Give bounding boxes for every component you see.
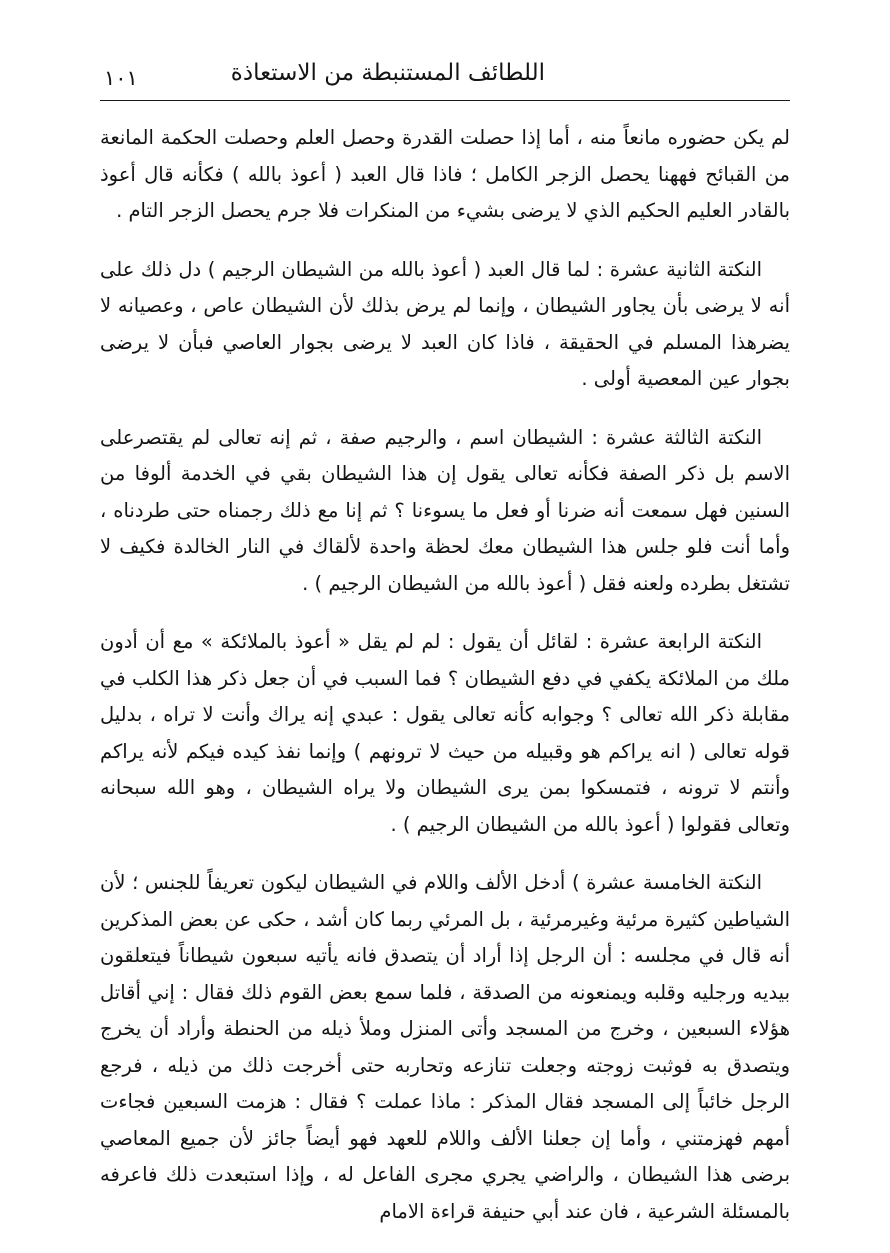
page-header (100, 58, 790, 94)
paragraph: النكتة الخامسة عشرة ) أدخل الألف واللام في الشيطان ليكون تعريفاً للجنس ؛ لأن الشياطين كثيرة مرئية وغيرمرئية ، بل المرئي ربما كان أشد ، حكى عن بعض المذكرين أنه قال في مجلسه : أن الرجل إذا أراد أن يتصدق فانه يأتيه سبعون شيطاناً فيتعلقون بيديه ورجليه وقلبه ويمنعونه من الصدقة ، فلما سمع بعض القوم ذلك فقال : إني أقاتل هؤلاء السبعين ، وخرج من المسجد وأتى المنزل وملأ ذيله من الحنطة وأراد أن يخرج ويتصدق به فوثبت زوجته وجعلت تنازعه وتحاربه حتى أخرجت ذلك من ذيله ، فرجع الرجل خائباً إلى المسجد فقال المذكر : ماذا عملت ؟ فقال : هزمت السبعين فجاءت أمهم فهزمتني ، وأما إن جعلنا الألف واللام للعهد فهو أيضاً جائز لأن جميع المعاصي برضى هذا الشيطان ، والراضي يجري مجرى الفاعل له ، وإذا استبعدت ذلك فاعرفه بالمسئلة الشرعية ، فان عند أبي حنيفة قراءة الامام (100, 871, 790, 1223)
header-rule (100, 100, 790, 101)
running-title: اللطائف المستنبطة من الاستعاذة (230, 60, 545, 86)
paragraph: النكتة الرابعة عشرة : لقائل أن يقول : لم لم يقل « أعوذ بالملائكة » مع أن أدون ملك من الملائكة يكفي في دفع الشيطان ؟ فما السبب في أن جعل ذكر هذا الكلب في مقابلة ذكر الله تعالى ؟ وجوابه كأنه تعالى يقول : عبدي إنه يراك وأنت لا تراه ، بدليل قوله تعالى ( انه يراكم هو وقبيله من حيث لا ترونهم ) وإنما نفذ كيده فيكم لأنه يراكم وأنتم لا ترونه ، فتمسكوا بمن يرى الشيطان ولا يراه الشيطان ، وهو الله سبحانه وتعالى فقولوا ( أعوذ بالله من الشيطان الرجيم ) . (100, 630, 790, 836)
page-body (100, 120, 790, 1252)
paragraph: النكتة الثالثة عشرة : الشيطان اسم ، والرجيم صفة ، ثم إنه تعالى لم يقتصرعلى الاسم بل ذكر الصفة فكأنه تعالى يقول إن هذا الشيطان بقي في الخدمة ألوفا من السنين فهل سمعت أنه ضرنا أو فعل ما يسوءنا ؟ ثم إنا مع ذلك رجمناه حتى طردناه ، وأما أنت فلو جلس هذا الشيطان معك لحظة واحدة لألقاك في النار الخالدة فكيف لا تشتغل بطرده ولعنه فقل ( أعوذ بالله من الشيطان الرجيم ) . (100, 425, 790, 595)
paragraph: لم يكن حضوره مانعاً منه ، أما إذا حصلت القدرة وحصل العلم وحصلت الحكمة المانعة من القبائح فههنا يحصل الزجر الكامل ؛ فاذا قال العبد ( أعوذ بالله ) فكأنه قال أعوذ بالقادر العليم الحكيم الذي لا يرضى بشيء من المنكرات فلا جرم يحصل الزجر التام . (100, 126, 790, 222)
page-number: ١٠١ (104, 66, 138, 90)
paragraph: النكتة الثانية عشرة : لما قال العبد ( أعوذ بالله من الشيطان الرجيم ) دل ذلك على أنه لا يرضى بأن يجاور الشيطان ، وإنما لم يرض بذلك لأن الشيطان عاص ، وعصيانه لا يضرهذا المسلم في الحقيقة ، فاذا كان العبد لا يرضى بجوار العاصي فبأن لا يرضى بجوار عين المعصية أولى . (100, 257, 790, 390)
